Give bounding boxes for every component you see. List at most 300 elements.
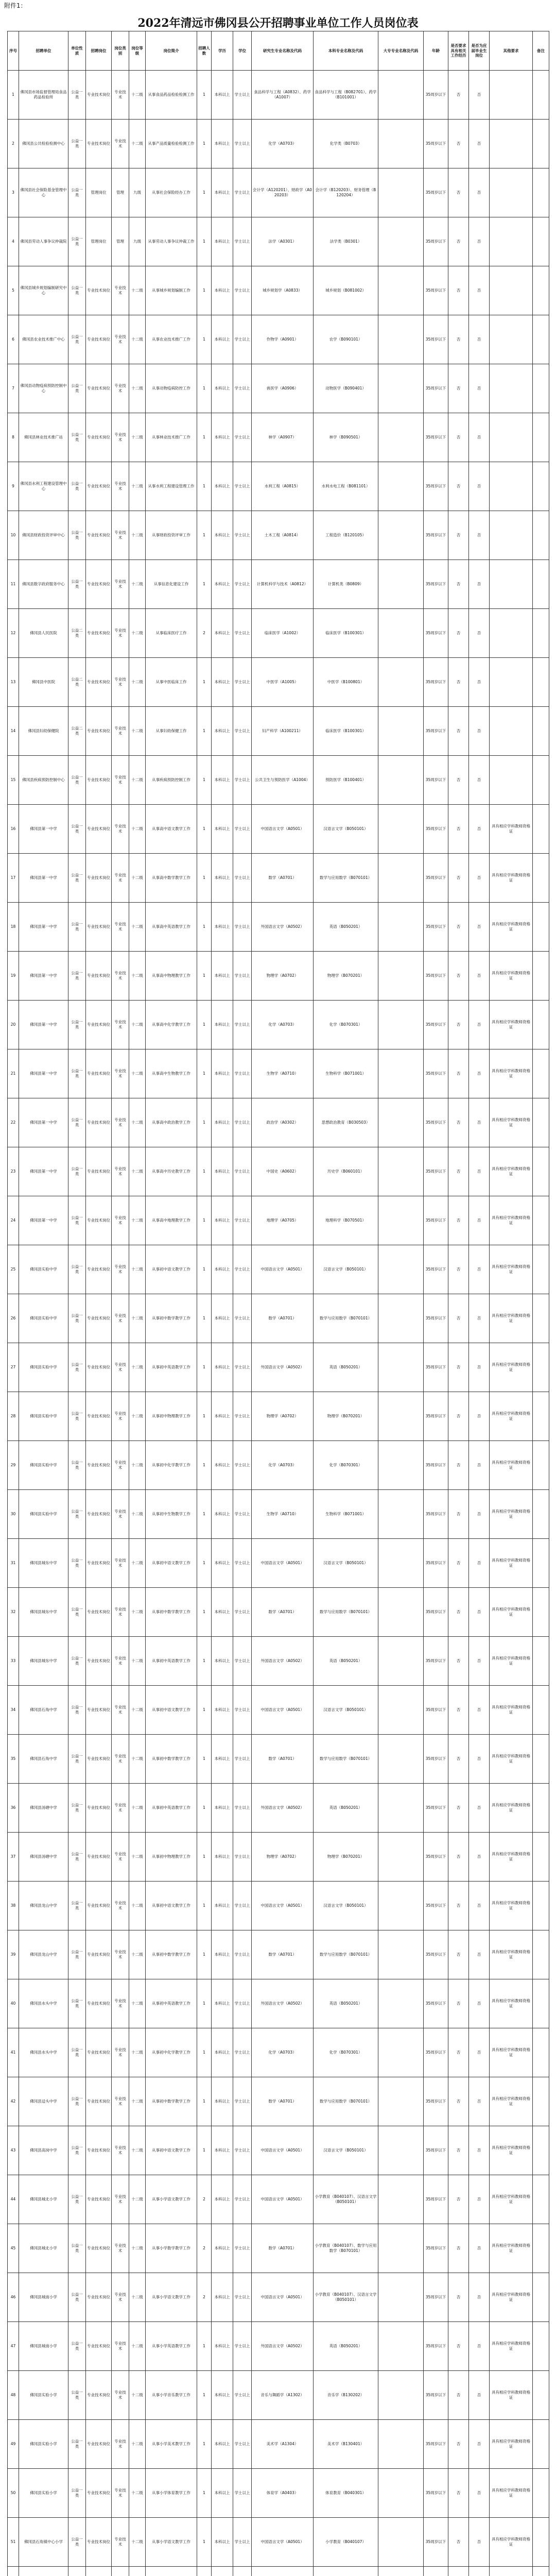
- education: 本科以上: [212, 1882, 233, 1930]
- table-row: [8, 217, 549, 266]
- post-grade: 十二级: [129, 2273, 146, 2322]
- college-majors: [378, 1294, 424, 1343]
- post-name: 专业技术岗位: [86, 266, 112, 315]
- undergraduate-majors: 数学与应用数学（B070101）: [314, 1735, 378, 1784]
- table-row: [8, 658, 549, 707]
- unit-name: 佛冈县第一中学: [19, 952, 68, 1001]
- table-row: [8, 1049, 549, 1098]
- experience-required: 否: [448, 2224, 469, 2273]
- experience-required: 否: [448, 2420, 469, 2469]
- headcount: 1: [197, 266, 212, 315]
- other-requirements: 具有相应学科教师资格证: [490, 1049, 533, 1098]
- experience-required: 否: [448, 2322, 469, 2371]
- graduate-majors: 物理学（A0702）: [252, 1392, 314, 1441]
- headcount: 1: [197, 2469, 212, 2518]
- post-name: 专业技术岗位: [86, 413, 112, 462]
- post-description: 从事动物疫病防控工作: [146, 364, 197, 413]
- post-name: 专业技术岗位: [86, 560, 112, 609]
- post-grade: 十二级: [129, 1294, 146, 1343]
- post-category: 专业技术: [112, 1588, 129, 1637]
- unit-nature: 公益一类: [68, 2077, 86, 2126]
- other-requirements: [490, 71, 533, 120]
- other-requirements: 具有相应学科教师资格证: [490, 1833, 533, 1882]
- experience-required: 否: [448, 1001, 469, 1049]
- education: 本科以上: [212, 1784, 233, 1833]
- degree: 学士以上: [233, 1294, 252, 1343]
- other-requirements: 具有相应学科教师资格证: [490, 903, 533, 952]
- row-number: 36: [8, 1784, 19, 1833]
- fresh-graduate-only: 否: [469, 756, 490, 805]
- post-name: 专业技术岗位: [86, 1882, 112, 1930]
- age-limit: 35周岁以下: [424, 1245, 448, 1294]
- unit-nature: 公益二类: [68, 658, 86, 707]
- graduate-majors: 化学（A0703）: [252, 120, 314, 168]
- unit-nature: 公益一类: [68, 1686, 86, 1735]
- row-number: 47: [8, 2322, 19, 2371]
- degree: 学士以上: [233, 1735, 252, 1784]
- row-number: 33: [8, 1637, 19, 1686]
- remarks: [533, 1147, 549, 1196]
- age-limit: 35周岁以下: [424, 71, 448, 120]
- post-name: 专业技术岗位: [86, 1588, 112, 1637]
- post-description: 从事高中语文教学工作: [146, 805, 197, 854]
- headcount: 1: [197, 1098, 212, 1147]
- degree: 学士以上: [233, 2175, 252, 2224]
- post-name: 专业技术岗位: [86, 609, 112, 658]
- post-description: 从事高中物理教学工作: [146, 952, 197, 1001]
- other-requirements: 具有相应学科教师资格证: [490, 1147, 533, 1196]
- unit-name: 佛冈县城东中学: [19, 1539, 68, 1588]
- row-number: 44: [8, 2175, 19, 2224]
- college-majors: [378, 1882, 424, 1930]
- unit-name: 佛冈县实验中学: [19, 1245, 68, 1294]
- unit-nature: 公益一类: [68, 315, 86, 364]
- post-grade: 十二级: [129, 707, 146, 756]
- degree: 学士以上: [233, 364, 252, 413]
- remarks: [533, 1882, 549, 1930]
- unit-nature: 公益一类: [68, 413, 86, 462]
- row-number: [8, 2567, 19, 2576]
- college-majors: [378, 1588, 424, 1637]
- education: 本科以上: [212, 1441, 233, 1490]
- headcount: 1: [197, 658, 212, 707]
- experience-required: 否: [448, 1930, 469, 1979]
- degree: 学士以上: [233, 1833, 252, 1882]
- degree: 学士以上: [233, 903, 252, 952]
- post-category: 专业技术: [112, 560, 129, 609]
- post-category: 专业技术: [112, 2077, 129, 2126]
- experience-required: 否: [448, 1441, 469, 1490]
- college-majors: [378, 1392, 424, 1441]
- fresh-graduate-only: 否: [469, 1001, 490, 1049]
- graduate-majors: 外国语言文学（A0502）: [252, 2322, 314, 2371]
- remarks: [533, 1490, 549, 1539]
- other-requirements: [490, 2567, 533, 2576]
- table-row: [8, 2518, 549, 2567]
- college-majors: [378, 903, 424, 952]
- degree: 学士以上: [233, 266, 252, 315]
- post-category: 专业技术: [112, 71, 129, 120]
- graduate-majors: 中国语言文学（A0501）: [252, 1245, 314, 1294]
- college-majors: [378, 805, 424, 854]
- other-requirements: 具有相应学科教师资格证: [490, 1490, 533, 1539]
- post-grade: 十二级: [129, 1490, 146, 1539]
- row-number: 42: [8, 2077, 19, 2126]
- undergraduate-majors: 小学教育（B040107）、汉语言文学（B050101）: [314, 2175, 378, 2224]
- college-majors: [378, 1343, 424, 1392]
- college-majors: [378, 2224, 424, 2273]
- college-majors: [378, 707, 424, 756]
- age-limit: 35周岁以下: [424, 903, 448, 952]
- college-majors: [378, 1686, 424, 1735]
- undergraduate-majors: 临床医学（B100301）: [314, 609, 378, 658]
- remarks: [533, 1735, 549, 1784]
- education: 本科以上: [212, 2273, 233, 2322]
- college-majors: [378, 364, 424, 413]
- experience-required: 否: [448, 1490, 469, 1539]
- college-majors: [378, 2420, 424, 2469]
- col-header: 是否要求具有相关工作经历: [448, 31, 469, 71]
- fresh-graduate-only: 否: [469, 168, 490, 217]
- experience-required: 否: [448, 707, 469, 756]
- unit-nature: 公益一类: [68, 1833, 86, 1882]
- age-limit: 35周岁以下: [424, 511, 448, 560]
- unit-nature: 公益一类: [68, 1930, 86, 1979]
- post-category: [112, 2567, 129, 2576]
- post-description: 从事财政投资评审工作: [146, 511, 197, 560]
- col-header: 备注: [533, 31, 549, 71]
- post-grade: 十二级: [129, 2371, 146, 2420]
- remarks: [533, 1196, 549, 1245]
- post-grade: 十二级: [129, 364, 146, 413]
- col-header: 大专专业名称及代码: [378, 31, 424, 71]
- row-number: 46: [8, 2273, 19, 2322]
- unit-name: 佛冈县妇幼保健院: [19, 707, 68, 756]
- experience-required: 否: [448, 462, 469, 511]
- remarks: [533, 854, 549, 903]
- attachment-label: 附件1：: [4, 2, 27, 9]
- degree: 学士以上: [233, 1147, 252, 1196]
- fresh-graduate-only: 否: [469, 2224, 490, 2273]
- degree: 学士以上: [233, 168, 252, 217]
- fresh-graduate-only: 否: [469, 1637, 490, 1686]
- education: 本科以上: [212, 364, 233, 413]
- other-requirements: 具有相应学科教师资格证: [490, 952, 533, 1001]
- unit-name: 佛冈县石角镇中心小学: [19, 2518, 68, 2567]
- college-majors: [378, 560, 424, 609]
- age-limit: 35周岁以下: [424, 2518, 448, 2567]
- post-name: 专业技术岗位: [86, 2175, 112, 2224]
- other-requirements: 具有相应学科教师资格证: [490, 2126, 533, 2175]
- experience-required: 否: [448, 805, 469, 854]
- table-body: [8, 71, 549, 2576]
- education: 本科以上: [212, 2028, 233, 2077]
- post-name: 专业技术岗位: [86, 805, 112, 854]
- fresh-graduate-only: 否: [469, 805, 490, 854]
- post-grade: 十二级: [129, 1979, 146, 2028]
- unit-nature: 公益一类: [68, 1343, 86, 1392]
- age-limit: 35周岁以下: [424, 2371, 448, 2420]
- remarks: [533, 511, 549, 560]
- unit-name: 佛冈县中医院: [19, 658, 68, 707]
- experience-required: 否: [448, 1979, 469, 2028]
- unit-name: 佛冈县实验中学: [19, 1441, 68, 1490]
- fresh-graduate-only: 否: [469, 1245, 490, 1294]
- undergraduate-majors: 工程造价（B120105）: [314, 511, 378, 560]
- unit-name: 佛冈县龙山中学: [19, 1882, 68, 1930]
- college-majors: [378, 120, 424, 168]
- experience-required: 否: [448, 315, 469, 364]
- post-description: 从事高中历史教学工作: [146, 1147, 197, 1196]
- table-row: [8, 1539, 549, 1588]
- graduate-majors: 外国语言文学（A0502）: [252, 1979, 314, 2028]
- post-category: 专业技术: [112, 266, 129, 315]
- other-requirements: 具有相应学科教师资格证: [490, 1784, 533, 1833]
- education: 本科以上: [212, 2175, 233, 2224]
- table-row: [8, 2322, 549, 2371]
- post-name: 专业技术岗位: [86, 2371, 112, 2420]
- degree: 学士以上: [233, 2518, 252, 2567]
- other-requirements: [490, 266, 533, 315]
- post-description: 从事初中英语教学工作: [146, 1979, 197, 2028]
- degree: 学士以上: [233, 2420, 252, 2469]
- headcount: 1: [197, 560, 212, 609]
- age-limit: 35周岁以下: [424, 756, 448, 805]
- undergraduate-majors: 计算机类（B0809）: [314, 560, 378, 609]
- row-number: 8: [8, 413, 19, 462]
- post-category: 专业技术: [112, 1686, 129, 1735]
- table-row: [8, 2420, 549, 2469]
- other-requirements: [490, 315, 533, 364]
- headcount: 1: [197, 1001, 212, 1049]
- graduate-majors: 数学（A0701）: [252, 1930, 314, 1979]
- post-category: 专业技术: [112, 2224, 129, 2273]
- post-grade: 十二级: [129, 2175, 146, 2224]
- degree: 学士以上: [233, 1637, 252, 1686]
- row-number: 16: [8, 805, 19, 854]
- headcount: 1: [197, 168, 212, 217]
- fresh-graduate-only: 否: [469, 364, 490, 413]
- post-grade: 十二级: [129, 266, 146, 315]
- post-category: 专业技术: [112, 2420, 129, 2469]
- other-requirements: 具有相应学科教师资格证: [490, 2420, 533, 2469]
- table-row: [8, 1833, 549, 1882]
- post-category: 专业技术: [112, 1294, 129, 1343]
- graduate-majors: 生物学（A0710）: [252, 1049, 314, 1098]
- education: 本科以上: [212, 1392, 233, 1441]
- post-name: [86, 2567, 112, 2576]
- fresh-graduate-only: 否: [469, 1930, 490, 1979]
- fresh-graduate-only: 否: [469, 1343, 490, 1392]
- experience-required: 否: [448, 1882, 469, 1930]
- post-grade: 十二级: [129, 1147, 146, 1196]
- college-majors: [378, 952, 424, 1001]
- other-requirements: 具有相应学科教师资格证: [490, 2077, 533, 2126]
- degree: 学士以上: [233, 1784, 252, 1833]
- post-description: 从事小学体育教学工作: [146, 2469, 197, 2518]
- table-row: [8, 2469, 549, 2518]
- post-name: 专业技术岗位: [86, 1686, 112, 1735]
- undergraduate-majors: 化学（B070301）: [314, 1001, 378, 1049]
- remarks: [533, 2273, 549, 2322]
- remarks: [533, 1686, 549, 1735]
- undergraduate-majors: 化学类（B0703）: [314, 120, 378, 168]
- age-limit: 35周岁以下: [424, 2028, 448, 2077]
- headcount: 1: [197, 1637, 212, 1686]
- undergraduate-majors: 数学与应用数学（B070101）: [314, 854, 378, 903]
- row-number: 1: [8, 71, 19, 120]
- age-limit: 35周岁以下: [424, 854, 448, 903]
- education: 本科以上: [212, 1490, 233, 1539]
- row-number: 41: [8, 2028, 19, 2077]
- col-header: 单位性质: [68, 31, 86, 71]
- post-name: 专业技术岗位: [86, 1245, 112, 1294]
- headcount: 1: [197, 1539, 212, 1588]
- row-number: 10: [8, 511, 19, 560]
- college-majors: [378, 1001, 424, 1049]
- degree: 学士以上: [233, 1882, 252, 1930]
- fresh-graduate-only: 否: [469, 952, 490, 1001]
- row-number: 28: [8, 1392, 19, 1441]
- fresh-graduate-only: 否: [469, 2028, 490, 2077]
- headcount: 2: [197, 2273, 212, 2322]
- fresh-graduate-only: 否: [469, 413, 490, 462]
- unit-name: 佛冈县石角中学: [19, 1686, 68, 1735]
- post-grade: 十二级: [129, 658, 146, 707]
- headcount: 1: [197, 1343, 212, 1392]
- experience-required: 否: [448, 2371, 469, 2420]
- other-requirements: 具有相应学科教师资格证: [490, 1539, 533, 1588]
- post-grade: 十二级: [129, 120, 146, 168]
- post-description: 从事初中物理教学工作: [146, 1392, 197, 1441]
- table-row: [8, 1392, 549, 1441]
- education: 本科以上: [212, 2469, 233, 2518]
- graduate-majors: 临床医学（A1002）: [252, 609, 314, 658]
- fresh-graduate-only: 否: [469, 1147, 490, 1196]
- experience-required: 否: [448, 1147, 469, 1196]
- post-description: 从事社会保险经办工作: [146, 168, 197, 217]
- degree: 学士以上: [233, 2371, 252, 2420]
- remarks: [533, 805, 549, 854]
- table-row: [8, 2273, 549, 2322]
- degree: 学士以上: [233, 1392, 252, 1441]
- post-name: 专业技术岗位: [86, 2322, 112, 2371]
- post-description: 从事初中物理教学工作: [146, 1833, 197, 1882]
- post-description: 从事初中数学教学工作: [146, 2077, 197, 2126]
- undergraduate-majors: 汉语言文学（B050101）: [314, 805, 378, 854]
- post-description: 从事高中地理教学工作: [146, 1196, 197, 1245]
- fresh-graduate-only: 否: [469, 1784, 490, 1833]
- degree: 学士以上: [233, 511, 252, 560]
- age-limit: 35周岁以下: [424, 1049, 448, 1098]
- degree: 学士以上: [233, 658, 252, 707]
- post-grade: 十二级: [129, 1735, 146, 1784]
- unit-nature: 公益一类: [68, 805, 86, 854]
- undergraduate-majors: 临床医学（B100301）: [314, 707, 378, 756]
- fresh-graduate-only: 否: [469, 1735, 490, 1784]
- other-requirements: 具有相应学科教师资格证: [490, 2175, 533, 2224]
- table-row: [8, 1098, 549, 1147]
- headcount: 1: [197, 1833, 212, 1882]
- degree: 学士以上: [233, 1441, 252, 1490]
- post-name: 专业技术岗位: [86, 1539, 112, 1588]
- age-limit: 35周岁以下: [424, 1686, 448, 1735]
- headcount: 1: [197, 1490, 212, 1539]
- post-name: 专业技术岗位: [86, 2469, 112, 2518]
- unit-name: 佛冈县城北小学: [19, 2224, 68, 2273]
- other-requirements: 具有相应学科教师资格证: [490, 1001, 533, 1049]
- undergraduate-majors: 生物科学（B071001）: [314, 1049, 378, 1098]
- unit-nature: 公益一类: [68, 364, 86, 413]
- table-header-row: [8, 31, 549, 71]
- unit-name: 佛冈县水利工程建设管理中心: [19, 462, 68, 511]
- undergraduate-majors: 汉语言文学（B050101）: [314, 1882, 378, 1930]
- post-name: 专业技术岗位: [86, 1833, 112, 1882]
- degree: 学士以上: [233, 2126, 252, 2175]
- table-row: [8, 462, 549, 511]
- undergraduate-majors: 汉语言文学（B050101）: [314, 1245, 378, 1294]
- post-grade: 九级: [129, 217, 146, 266]
- experience-required: 否: [448, 2273, 469, 2322]
- post-grade: 十二级: [129, 1245, 146, 1294]
- post-grade: 十二级: [129, 1196, 146, 1245]
- age-limit: 35周岁以下: [424, 1294, 448, 1343]
- other-requirements: [490, 756, 533, 805]
- experience-required: 否: [448, 1686, 469, 1735]
- graduate-majors: 中国语言文学（A0501）: [252, 805, 314, 854]
- remarks: [533, 1343, 549, 1392]
- post-description: 从事高中生物教学工作: [146, 1049, 197, 1098]
- experience-required: 否: [448, 2518, 469, 2567]
- other-requirements: [490, 560, 533, 609]
- education: 本科以上: [212, 511, 233, 560]
- recruitment-table: [7, 31, 549, 2576]
- post-name: 专业技术岗位: [86, 462, 112, 511]
- col-header: 本科专业名称及代码: [314, 31, 378, 71]
- experience-required: 否: [448, 217, 469, 266]
- post-category: 专业技术: [112, 1833, 129, 1882]
- remarks: [533, 1294, 549, 1343]
- experience-required: 否: [448, 1343, 469, 1392]
- graduate-majors: 林学（A0907）: [252, 413, 314, 462]
- unit-name: 佛冈县水头中学: [19, 2028, 68, 2077]
- post-grade: 十二级: [129, 1539, 146, 1588]
- unit-nature: 公益一类: [68, 1245, 86, 1294]
- post-description: 从事初中英语教学工作: [146, 1343, 197, 1392]
- table-row: [8, 1441, 549, 1490]
- headcount: 1: [197, 854, 212, 903]
- remarks: [533, 707, 549, 756]
- other-requirements: 具有相应学科教师资格证: [490, 1735, 533, 1784]
- age-limit: 35周岁以下: [424, 120, 448, 168]
- college-majors: [378, 2469, 424, 2518]
- remarks: [533, 1441, 549, 1490]
- unit-name: 佛冈县数字政府服务中心: [19, 560, 68, 609]
- degree: 学士以上: [233, 854, 252, 903]
- education: 本科以上: [212, 2224, 233, 2273]
- age-limit: 35周岁以下: [424, 168, 448, 217]
- post-description: 从事食品药品检验检测工作: [146, 71, 197, 120]
- table-row: [8, 2175, 549, 2224]
- education: 本科以上: [212, 1196, 233, 1245]
- table-row: [8, 315, 549, 364]
- unit-name: 佛冈县汤塘中学: [19, 1833, 68, 1882]
- post-description: 从事初中语文教学工作: [146, 1245, 197, 1294]
- fresh-graduate-only: 否: [469, 1686, 490, 1735]
- row-number: 34: [8, 1686, 19, 1735]
- education: 本科以上: [212, 1979, 233, 2028]
- table-row: [8, 120, 549, 168]
